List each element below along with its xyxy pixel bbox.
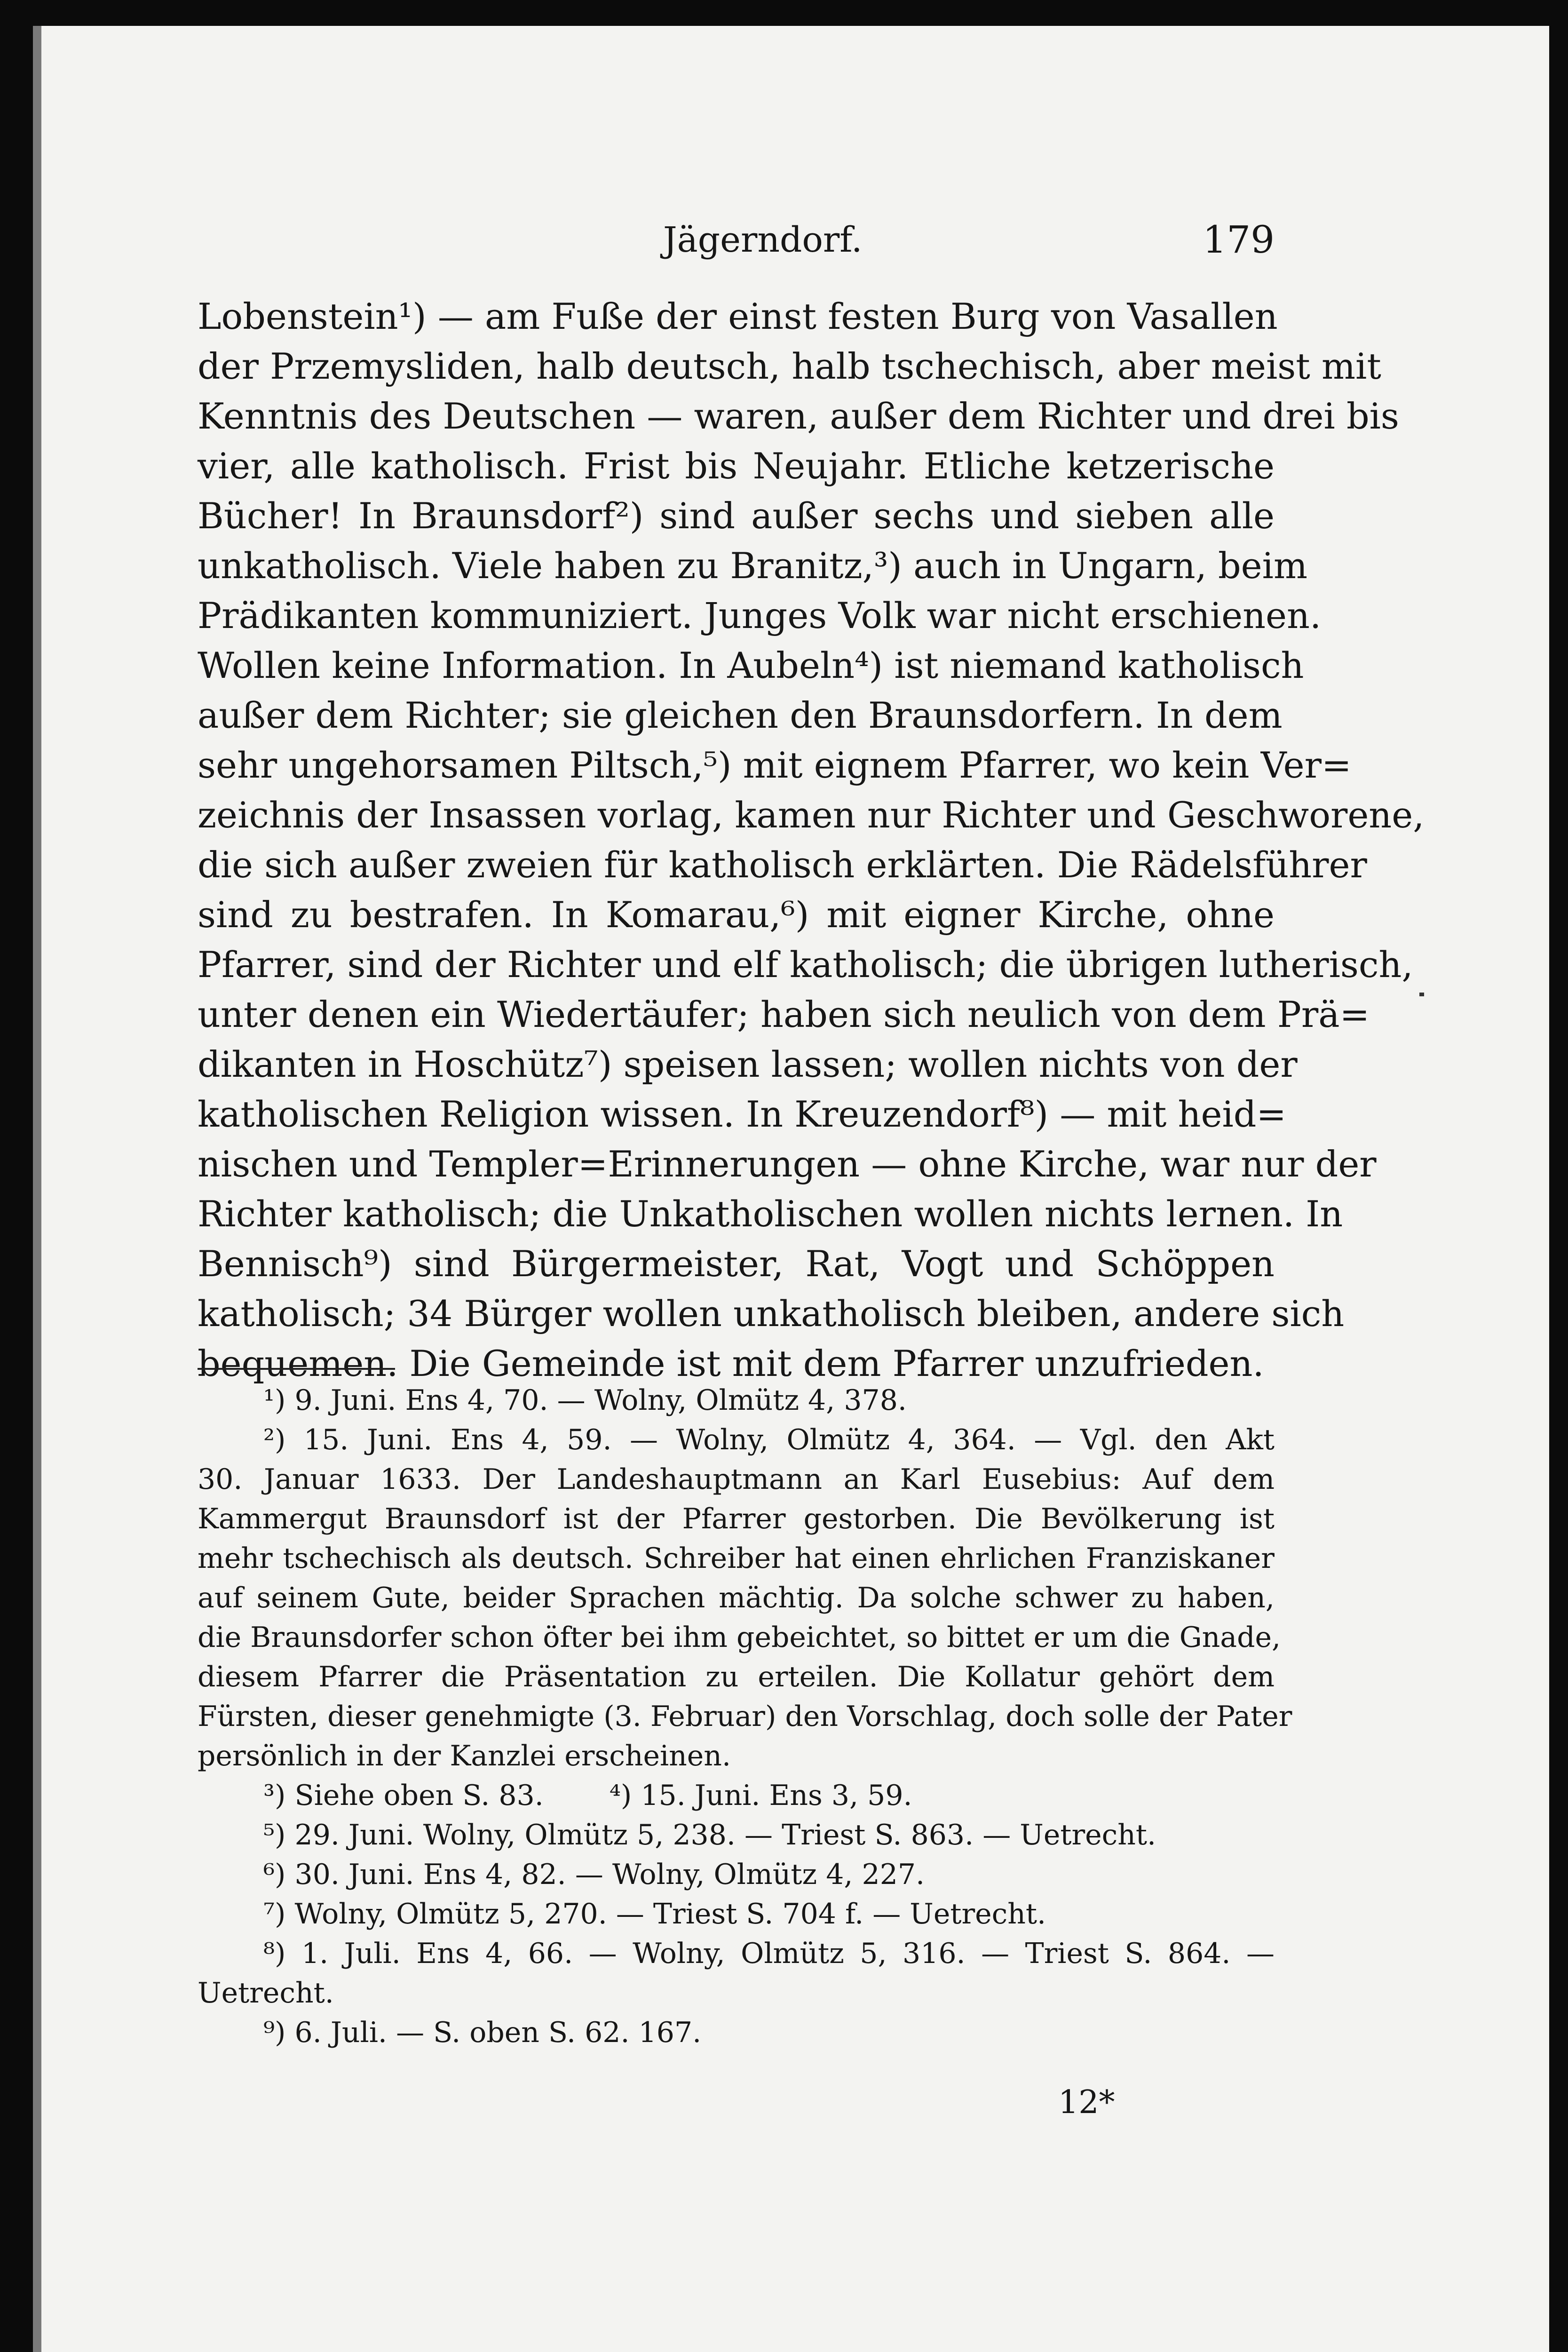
body-line: Bennisch⁹) sind Bürgermeister, Rat, Vogt und Schöppen [198, 1243, 1275, 1285]
footnote-3: ³) Siehe oben S. 83. [263, 1779, 544, 1812]
footnote-1: ¹) 9. Juni. Ens 4, 70. — Wolny, Olmütz 4, 378. [263, 1384, 907, 1417]
footnote-5: ⁵) 29. Juni. Wolny, Olmütz 5, 238. — Triest S. 863. — Uetrecht. [263, 1819, 1156, 1851]
body-line: dikanten in Hoschütz⁷) speisen lassen; wollen nichts von der [198, 1043, 1298, 1085]
print-speck [1419, 993, 1424, 996]
body-line: Bücher! In Braunsdorf²) sind außer sechs und sieben alle [198, 495, 1275, 537]
body-line-last: bequemen. Die Gemeinde ist mit dem Pfarrer unzufrieden. [198, 1343, 1264, 1384]
footnote-2-line: auf seinem Gute, beider Sprachen mächtig. Da solche schwer zu haben, [198, 1581, 1275, 1614]
page-header [198, 207, 1275, 273]
body-line: nischen und Templer=Erinnerungen — ohne Kirche, war nur der [198, 1143, 1377, 1185]
body-line: Wollen keine Information. In Aubeln⁴) ist niemand katholisch [198, 644, 1304, 686]
body-line: unkatholisch. Viele haben zu Branitz,³) auch in Ungarn, beim [198, 545, 1308, 587]
body-line: außer dem Richter; sie gleichen den Braunsdorfern. In dem [198, 694, 1283, 736]
body-line: Richter katholisch; die Unkatholischen wollen nichts lernen. In [198, 1193, 1343, 1235]
footnote-rule [198, 1368, 395, 1370]
footnote-2-line: 30. Januar 1633. Der Landeshauptmann an Karl Eusebius: Auf dem [198, 1463, 1275, 1496]
footnote-2-line: mehr tschechisch als deutsch. Schreiber hat einen ehrlichen Franziskaner [198, 1542, 1275, 1575]
footnote-2-line: Kammergut Braunsdorf ist der Pfarrer gestorben. Die Bevölkerung ist [198, 1502, 1275, 1535]
footnote-9: ⁹) 6. Juli. — S. oben S. 62. 167. [263, 2016, 702, 2049]
footnote-8-line: ⁸) 1. Juli. Ens 4, 66. — Wolny, Olmütz 5, 316. — Triest S. 864. — [263, 1937, 1275, 1970]
running-title: Jägerndorf. [663, 220, 863, 260]
footnote-4: ⁴) 15. Juni. Ens 3, 59. [609, 1779, 912, 1812]
signature-mark: 12* [1058, 2084, 1115, 2121]
body-line: sehr ungehorsamen Piltsch,⁵) mit eignem Pfarrer, wo kein Ver= [198, 744, 1352, 786]
body-line: der Przemysliden, halb deutsch, halb tschechisch, aber meist mit [198, 345, 1381, 387]
body-line: Pfarrer, sind der Richter und elf katholisch; die übrigen lutherisch, [198, 944, 1413, 985]
footnote-2-line: persönlich in der Kanzlei erscheinen. [198, 1740, 731, 1772]
body-line: Kenntnis des Deutschen — waren, außer dem Richter und drei bis [198, 395, 1399, 437]
footnote-6: ⁶) 30. Juni. Ens 4, 82. — Wolny, Olmütz 4, 227. [263, 1858, 925, 1891]
footnote-2-line: die Braunsdorfer schon öfter bei ihm gebeichtet, so bittet er um die Gnade, [198, 1621, 1281, 1654]
body-text [198, 292, 1425, 1389]
footnotes [198, 1381, 1292, 2052]
body-line: zeichnis der Insassen vorlag, kamen nur Richter und Geschworene, [198, 794, 1425, 836]
footnote-2-line: diesem Pfarrer die Präsentation zu erteilen. Die Kollatur gehört dem [198, 1661, 1275, 1693]
body-line: unter denen ein Wiedertäufer; haben sich neulich von dem Prä= [198, 993, 1370, 1035]
body-line: Lobenstein¹) — am Fuße der einst festen Burg von Vasallen [198, 295, 1278, 337]
footnote-3-4-line [198, 1776, 1275, 1815]
body-line: katholisch; 34 Bürger wollen unkatholisch bleiben, andere sich [198, 1293, 1345, 1335]
body-line: katholischen Religion wissen. In Kreuzendorf⁸) — mit heid= [198, 1093, 1287, 1135]
page-number: 179 [1203, 218, 1275, 262]
body-line: sind zu bestrafen. In Komarau,⁶) mit eigner Kirche, ohne [198, 894, 1275, 936]
footnote-8-line: Uetrecht. [198, 1977, 334, 2010]
body-line: Prädikanten kommuniziert. Junges Volk war nicht erschienen. [198, 595, 1322, 636]
footnote-7: ⁷) Wolny, Olmütz 5, 270. — Triest S. 704 f. — Uetrecht. [263, 1898, 1046, 1931]
body-line: vier, alle katholisch. Frist bis Neujahr. Etliche ketzerische [198, 445, 1275, 487]
footnote-2-line: ²) 15. Juni. Ens 4, 59. — Wolny, Olmütz 4, 364. — Vgl. den Akt [263, 1423, 1275, 1456]
body-line: die sich außer zweien für katholisch erklärten. Die Rädelsführer [198, 844, 1367, 886]
footnote-2-line: Fürsten, dieser genehmigte (3. Februar) den Vorschlag, doch solle der Pater [198, 1700, 1292, 1733]
